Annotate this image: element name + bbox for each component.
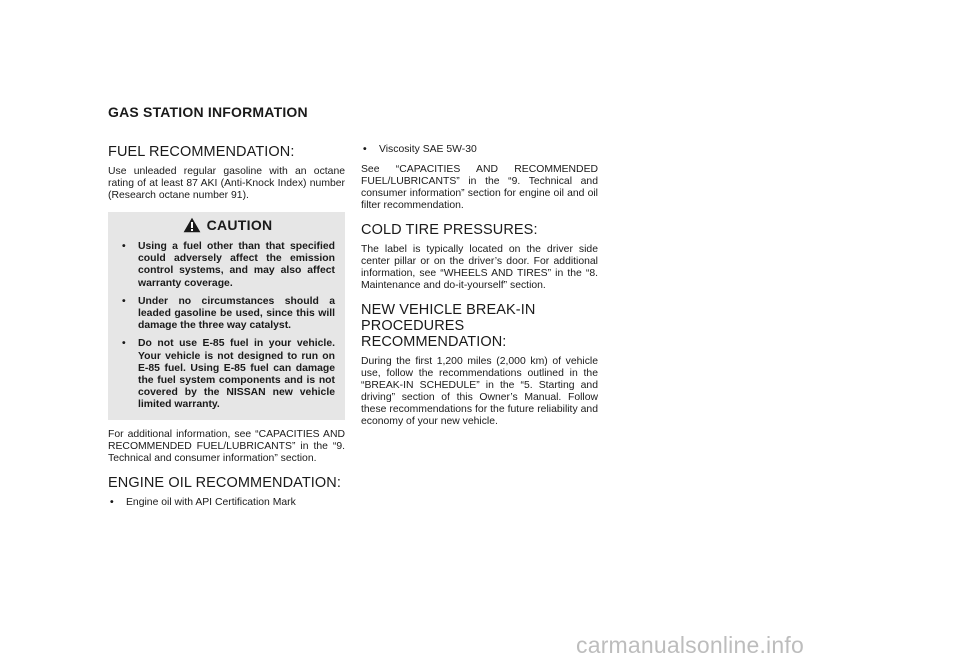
caution-item: [120, 296, 335, 333]
page-heading: GAS STATION INFORMATION: [108, 104, 308, 120]
engine-oil-item-text: Engine oil with API Certification Mark: [126, 496, 296, 508]
caution-list: [120, 241, 335, 412]
bullet: •: [110, 496, 114, 508]
engine-oil-item: [361, 144, 598, 156]
engine-oil-item: [108, 497, 345, 509]
caution-item-text: Do not use E-85 fuel in your vehicle. Your vehicle is not designed to run on E-85 fuel. Using E-85 fuel can damage the fuel system components and is not covered by the NISSAN new vehicle limited warranty.: [138, 338, 335, 411]
caution-item-text: Under no circumstances should a leaded gasoline be used, since this will damage the three way catalyst.: [138, 295, 335, 332]
caution-title: CAUTION: [206, 217, 273, 233]
fuel-intro-text: Use unleaded regular gasoline with an octane rating of at least 87 AKI (Anti-Knock Index) number (Research octane number 91).: [108, 166, 345, 201]
engine-oil-item-text: Viscosity SAE 5W-30: [379, 144, 477, 155]
engine-oil-note-text: See “CAPACITIES AND RECOMMENDED FUEL/LUBRICANTS” in the “9. Technical and consumer information” section for engine oil and oil filter recommendation.: [361, 164, 598, 211]
bullet: •: [122, 241, 126, 252]
right-column: [361, 144, 598, 438]
left-column: [108, 144, 345, 517]
cold-tire-pressures-title: COLD TIRE PRESSURES:: [361, 222, 538, 238]
bullet: •: [122, 295, 126, 307]
cold-tire-pressures-text: The label is typically located on the driver side center pillar or on the driver’s door. For additional information, see “WHEELS AND TIRES” in the “8. Maintenance and do-it-yourself” section.: [361, 244, 598, 291]
break-in-text: During the first 1,200 miles (2,000 km) of vehicle use, follow the recommendations outlined in the “BREAK-IN SCHEDULE” in the “5. Starting and driving” section of this Owner’s Manual. Follow these recommendations for the future reliability and economy of your new vehicle.: [361, 356, 598, 427]
break-in-section: [361, 302, 598, 428]
caution-item-text: Using a fuel other than that specified could adversely affect the emission control systems, and may also affect warranty coverage.: [138, 241, 335, 289]
caution-item: [120, 338, 335, 411]
fuel-recommendation-title: FUEL RECOMMENDATION:: [108, 144, 295, 160]
warning-triangle-icon: [183, 217, 201, 233]
bullet: •: [363, 144, 367, 155]
engine-oil-list-left: [108, 497, 345, 509]
watermark-text: carmanualsonline.info: [576, 632, 804, 658]
caution-box: [108, 212, 345, 420]
engine-oil-list-right: [361, 144, 598, 156]
caution-header: [120, 217, 335, 233]
engine-oil-section: [108, 475, 345, 509]
cold-tire-pressures-section: [361, 222, 598, 292]
bullet: •: [122, 338, 126, 350]
fuel-more-info-text: For additional information, see “CAPACITIES AND RECOMMENDED FUEL/LUBRICANTS” in the “9. Technical and consumer information” section.: [108, 428, 345, 464]
engine-oil-title: ENGINE OIL RECOMMENDATION:: [108, 474, 342, 491]
caution-item: [120, 241, 335, 290]
fuel-recommendation-section: [108, 144, 345, 465]
break-in-title: NEW VEHICLE BREAK-IN PROCEDURES RECOMMENDATION:: [361, 302, 536, 350]
